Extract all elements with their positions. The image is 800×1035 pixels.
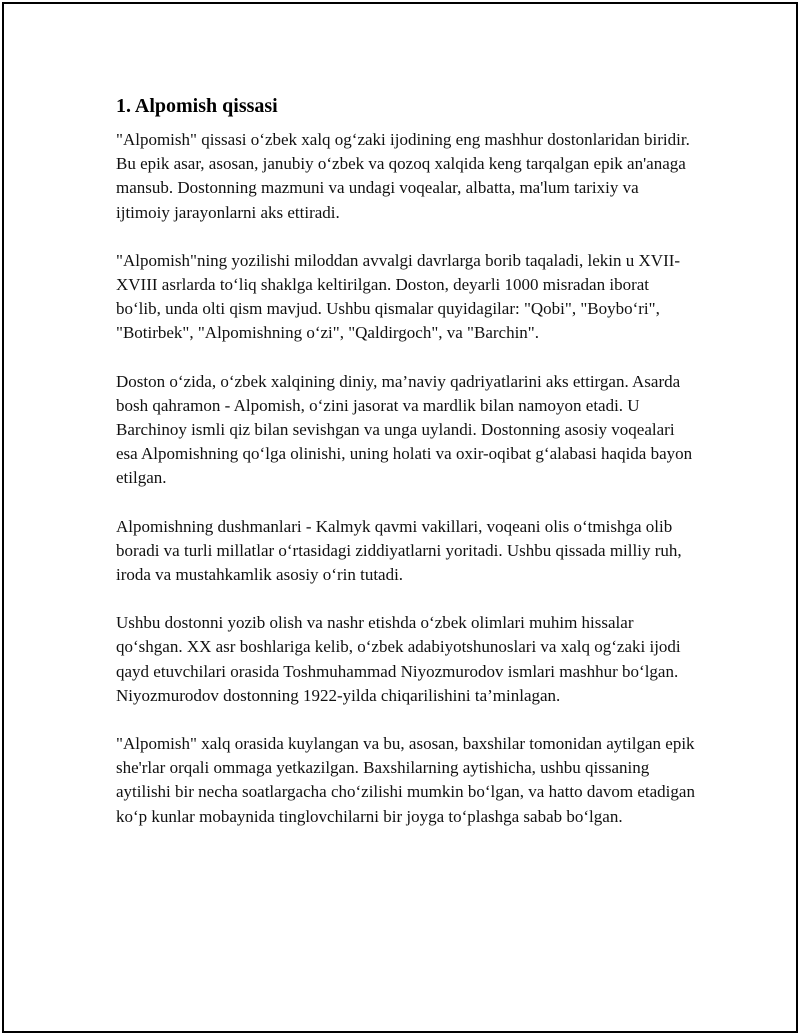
paragraph-scholars: Ushbu dostonni yozib olish va nashr etishda o‘zbek olimlari muhim hissalar qo‘shgan. XX asr boshlariga kelib, o‘zbek adabiyotshunoslari va xalq og‘zaki ijodi qayd etuvchilari orasida Toshmuhammad Niyozmurodov ismlari mashhur bo‘lgan. Niyozmurodov dostonning 1922-yilda chiqarilishini ta’minlagan. — [116, 613, 681, 705]
section-title: 1. Alpomish qissasi — [116, 95, 278, 117]
paragraph-values: Doston o‘zida, o‘zbek xalqining diniy, ma’naviy qadriyatlarini aks ettirgan. Asarda bosh qahramon - Alpomish, o‘zini jasorat va mardlik bilan namoyon etadi. U Barchinoy ismli qiz bilan sevishgan va unga uylandi. Dostonning asosiy voqealari esa Alpomishning qo‘lga olinishi, uning holati va oxir-oqibat g‘alabasi haqida bayon etilgan. — [116, 371, 693, 488]
paragraph-enemies: Alpomishning dushmanlari - Kalmyk qavmi vakillari, voqeani olis o‘tmishga olib boradi va turli millatlar o‘rtasidagi ziddiyatlarni yoritadi. Ushbu qissada milliy ruh, iroda va mustahkamlik asosiy o‘rin tutadi. — [116, 516, 682, 585]
document-body — [116, 93, 696, 853]
paragraph-origin: "Alpomish"ning yozilishi miloddan avvalgi davrlarga borib taqaladi, lekin u XVII-XVIII asrlarda to‘liq shaklga keltirilgan. Doston, deyarli 1000 misradan iborat bo‘lib, unda olti qism mavjud. Ushbu qismalar quyidagilar: "Qobi", "Boybo‘ri", "Botirbek", "Alpomishning o‘zi", "Qaldirgoch", va "Barchin". — [116, 250, 681, 343]
paragraph-performance: "Alpomish" xalq orasida kuylangan va bu, asosan, baxshilar tomonidan aytilgan epik she'rlar orqali ommaga yetkazilgan. Baxshilarning aytishicha, ushbu qissaning aytilishi bir necha soatlargacha cho‘zilishi mumkin bo‘lgan, va hatto davom etadigan ko‘p kunlar mobaynida tinglovchilarni bir joyga to‘plashga sabab bo‘lgan. — [116, 734, 695, 826]
paragraph-intro: "Alpomish" qissasi o‘zbek xalq og‘zaki ijodining eng mashhur dostonlaridan biridir. Bu epik asar, asosan, janubiy o‘zbek va qozoq xalqida keng tarqalgan epik an'anaga mansub. Dostonning mazmuni va undagi voqealar, albatta, ma'lum tarixiy va ijtimoiy jarayonlarni aks ettiradi. — [116, 130, 690, 222]
